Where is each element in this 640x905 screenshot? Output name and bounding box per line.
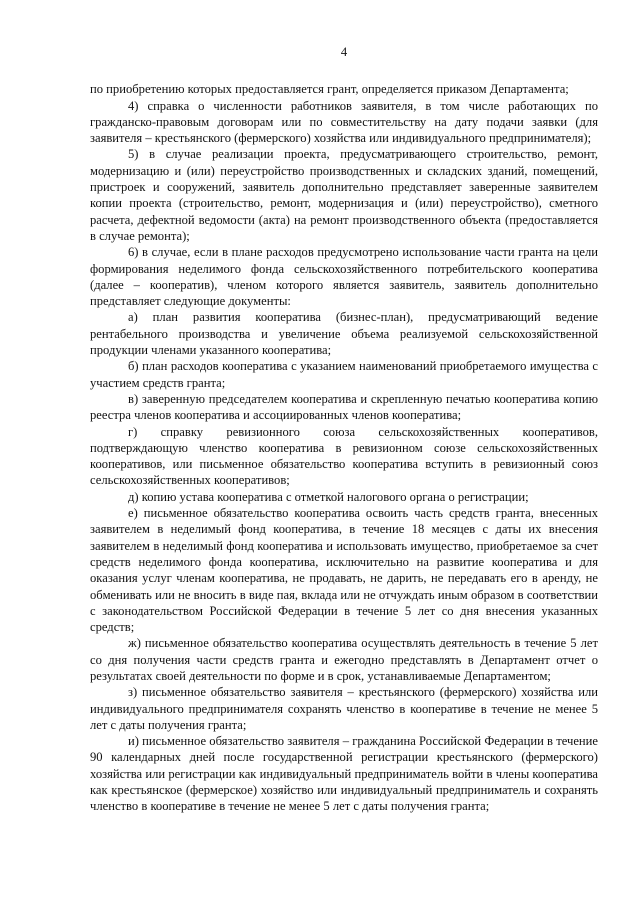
paragraph-continuation: по приобретению которых предоставляется грант, определяется приказом Департамента; <box>90 82 569 97</box>
paragraph-subitem-zh: ж) письменное обязательство кооператива осуществлять деятельность в течение 5 лет со дня получения части средств гранта и ежегодно представлять в Департамент отчет о результатах своей деятельности по форме и в срок, устанавливаемые Департаментом; <box>90 636 598 683</box>
paragraph-subitem-e: е) письменное обязательство кооператива освоить часть средств гранта, внесенных заявителем в неделимый фонд кооператива, в течение 18 месяцев с даты их внесения заявителем в неделимый фонд кооператива и использовать имущество, приобретаемое за счет средств неделимого фонда кооператива, исключительно на развитие кооператива и для оказания услуг членам кооператива, не продавать, не дарить, не передавать его в аренду, не обменивать или не вносить в виде пая, вклада или не отчуждать иным образом в соответствии с законодательством Российской Федерации в течение 5 лет со дня внесения указанных средств; <box>90 506 598 635</box>
paragraph-item-5: 5) в случае реализации проекта, предусматривающего строительство, ремонт, модернизацию и (или) переустройство производственных и складских зданий, помещений, пристроек и сооружений, заявитель дополнительно представляет заверенные заявителем копии проекта (строительство, ремонт, модернизация и (или) переустройство), сметного расчета, дефектной ведомости (акта) на ремонт производственного объекта (предоставляется в случае ремонта); <box>90 147 598 243</box>
document-page <box>90 44 598 815</box>
paragraph-subitem-d: д) копию устава кооператива с отметкой налогового органа о регистрации; <box>128 489 529 504</box>
paragraph-subitem-v: в) заверенную председателем кооператива и скрепленную печатью кооператива копию реестра членов кооператива и ассоциированных членов кооператива; <box>90 391 598 423</box>
paragraph-subitem-b: б) план расходов кооператива с указанием наименований приобретаемого имущества с участием средств гранта; <box>90 359 598 390</box>
page-number: 4 <box>340 45 348 59</box>
paragraph-item-4: 4) справка о численности работников заявителя, в том числе работающих по гражданско-правовым договорам или по совместительству на дату подачи заявки (для заявителя – крестьянского (фермерского) хозяйства или индивидуального предпринимателя); <box>90 98 598 146</box>
paragraph-subitem-i: и) письменное обязательство заявителя – гражданина Российской Федерации в течение 90 календарных дней после государственной регистрации крестьянского (фермерского) хозяйства или регистрации как индивидуальный предприниматель войти в члены кооператива как крестьянское (фермерское) хозяйство или индивидуальный предприниматель и сохранять членство в кооперативе в течение не менее 5 лет с даты получения гранта; <box>90 734 598 814</box>
paragraph-item-6: 6) в случае, если в плане расходов предусмотрено использование части гранта на цели формирования неделимого фонда сельскохозяйственного потребительского кооператива (далее – кооператив), членом которого является заявитель, заявитель дополнительно представляет следующие документы: <box>90 245 598 309</box>
paragraph-subitem-a: а) план развития кооператива (бизнес-план), предусматривающий ведение рентабельного производства и увеличение объема реализуемой сельскохозяйственной продукции членами указанного кооператива; <box>90 310 598 358</box>
paragraph-subitem-g: г) справку ревизионного союза сельскохозяйственных кооперативов, подтверждающую членство кооператива в ревизионном союзе сельскохозяйственных кооперативов, или письменное обязательство кооператива вступить в ревизионный союз сельскохозяйственных кооперативов; <box>90 424 598 488</box>
paragraph-subitem-z: з) письменное обязательство заявителя – крестьянского (фермерского) хозяйства или индивидуального предпринимателя сохранять членство в кооперативе в течение не менее 5 лет с даты получения гранта; <box>90 685 598 732</box>
